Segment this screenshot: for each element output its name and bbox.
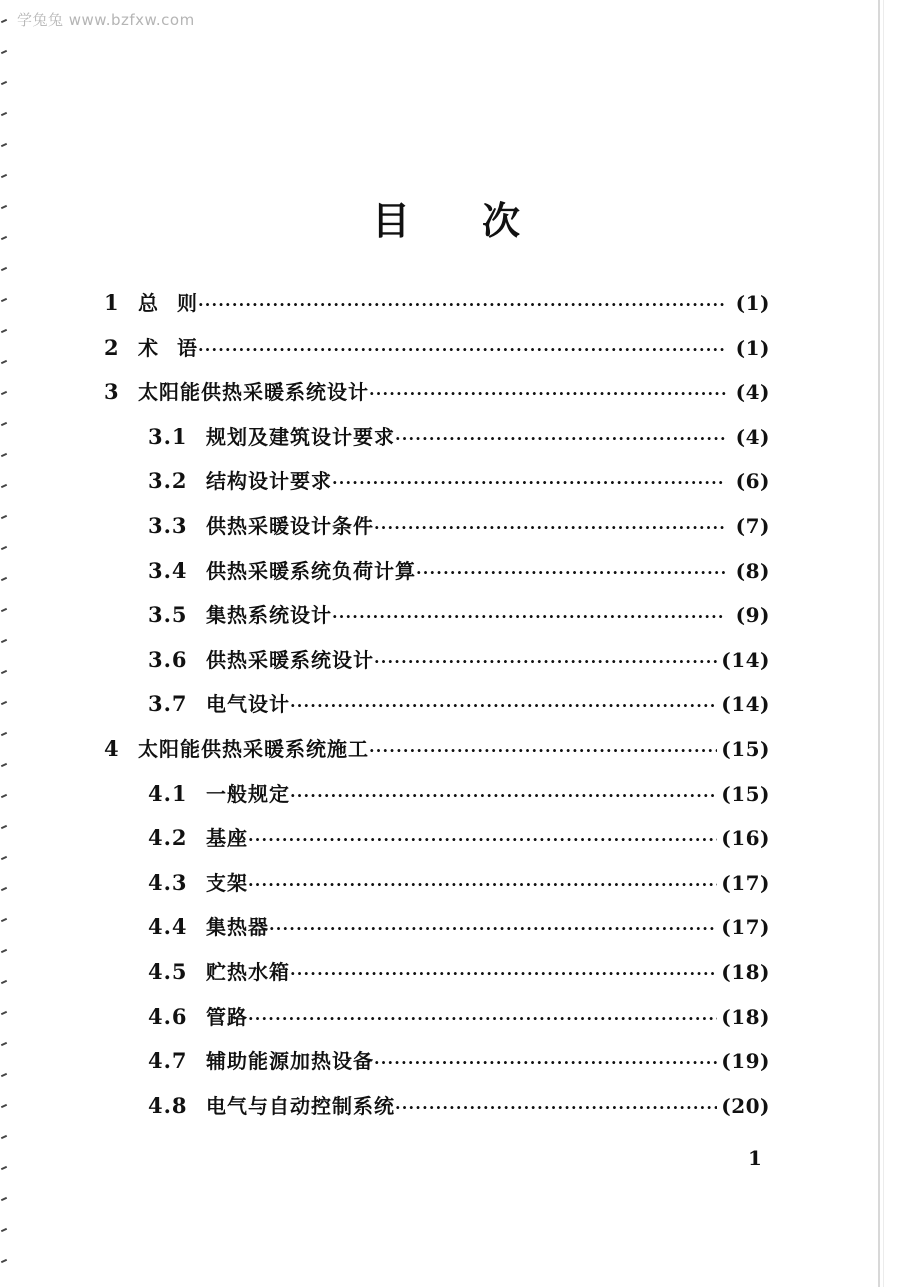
toc-entry-page: (17) [721, 915, 770, 939]
toc-entry [148, 1002, 770, 1032]
toc-entry-page: (17) [721, 871, 770, 895]
binding-mark [1, 143, 7, 147]
binding-mark [1, 701, 7, 705]
toc-entry [148, 600, 770, 630]
toc-entry-number: 4.7 [148, 1048, 188, 1073]
binding-mark [1, 608, 7, 612]
toc-entry-number: 4.8 [148, 1093, 188, 1118]
binding-mark [1, 267, 7, 271]
toc-leader-dots [395, 424, 726, 454]
toc-entry-number: 3.6 [148, 647, 188, 672]
binding-mark [1, 918, 7, 922]
page-edge-shadow [883, 0, 884, 1287]
toc-entry-number: 3.7 [148, 691, 188, 716]
toc-entry [148, 868, 770, 898]
toc-entry-number: 3.5 [148, 602, 188, 627]
binding-mark [1, 1104, 7, 1108]
binding-mark [1, 577, 7, 581]
toc-entry-page: (9) [735, 603, 770, 627]
binding-mark [1, 1197, 7, 1201]
toc-leader-dots [369, 379, 726, 409]
toc-entry-page: (14) [721, 648, 770, 672]
toc-entry [148, 957, 770, 987]
toc-entry-page: (1) [735, 336, 770, 360]
toc-entry-page: (16) [721, 826, 770, 850]
toc-entry [148, 556, 770, 586]
toc-entry [104, 377, 770, 407]
toc-entry [148, 645, 770, 675]
binding-mark [1, 1259, 7, 1263]
toc-entry-page: (14) [721, 692, 770, 716]
toc-entry-number: 4.5 [148, 959, 188, 984]
page-edge-line [878, 0, 880, 1287]
toc-leader-dots [332, 468, 726, 498]
binding-mark [1, 391, 7, 395]
binding-mark [1, 453, 7, 457]
toc-entry-number: 3.1 [148, 424, 188, 449]
toc-leader-dots [395, 1093, 717, 1123]
binding-mark [1, 1166, 7, 1170]
toc-entry-title: 一般规定 [206, 782, 290, 806]
toc-entry-title: 集热器 [206, 915, 269, 939]
toc-entry-number: 4.2 [148, 825, 188, 850]
binding-mark [1, 50, 7, 54]
binding-mark [1, 1228, 7, 1232]
toc-leader-dots [290, 691, 717, 721]
toc-entry-number: 3 [104, 379, 120, 404]
toc-leader-dots [416, 558, 726, 588]
binding-mark [1, 329, 7, 333]
toc-entry-title: 规划及建筑设计要求 [206, 425, 395, 449]
toc-entry-title: 供热采暖设计条件 [206, 514, 374, 538]
toc-entry [148, 823, 770, 853]
toc-leader-dots [374, 647, 717, 677]
watermark: 学兔兔 www.bzfxw.com [17, 11, 195, 29]
toc-entry-number: 3.3 [148, 513, 188, 538]
toc-entry-title: 太阳能供热采暖系统设计 [138, 380, 369, 404]
toc-entry [148, 1046, 770, 1076]
toc-entry-page: (19) [721, 1049, 770, 1073]
toc-entry-page: (6) [735, 469, 770, 493]
toc-leader-dots [290, 959, 717, 989]
toc-entry [104, 288, 770, 318]
toc-entry [148, 912, 770, 942]
binding-mark [1, 1011, 7, 1015]
binding-mark [1, 639, 7, 643]
binding-mark [1, 484, 7, 488]
toc-entry-number: 2 [104, 335, 120, 360]
binding-mark [1, 949, 7, 953]
binding-mark [1, 980, 7, 984]
page-number: 1 [748, 1146, 762, 1170]
toc-entry-title: 术 语 [138, 336, 198, 360]
toc-entry [148, 779, 770, 809]
toc-entry [148, 466, 770, 496]
toc-entry-page: (18) [721, 960, 770, 984]
binding-mark [1, 887, 7, 891]
binding-mark [1, 422, 7, 426]
toc-entry-number: 4.6 [148, 1004, 188, 1029]
binding-mark [1, 205, 7, 209]
toc-leader-dots [198, 290, 726, 320]
toc-entry-title: 管路 [206, 1005, 248, 1029]
toc-entry-number: 3.4 [148, 558, 188, 583]
toc-leader-dots [290, 781, 717, 811]
toc-entry-page: (15) [721, 737, 770, 761]
toc-entry-page: (20) [721, 1094, 770, 1118]
toc-entry-title: 结构设计要求 [206, 469, 332, 493]
binding-mark [1, 546, 7, 550]
toc-leader-dots [248, 1004, 717, 1034]
toc-entry-title: 基座 [206, 826, 248, 850]
toc-entry-page: (1) [735, 291, 770, 315]
toc-entry-number: 4.3 [148, 870, 188, 895]
toc-leader-dots [374, 1048, 717, 1078]
toc-leader-dots [332, 602, 726, 632]
toc-entry-number: 4 [104, 736, 120, 761]
toc-entry [104, 333, 770, 363]
binding-marks [0, 0, 12, 1287]
binding-mark [1, 670, 7, 674]
toc-entry-title: 供热采暖系统设计 [206, 648, 374, 672]
toc-entry-page: (15) [721, 782, 770, 806]
binding-mark [1, 174, 7, 178]
binding-mark [1, 19, 7, 23]
toc-entry-title: 电气与自动控制系统 [206, 1094, 395, 1118]
toc-entry-number: 3.2 [148, 468, 188, 493]
toc-entry-title: 电气设计 [206, 692, 290, 716]
toc-leader-dots [248, 870, 717, 900]
binding-mark [1, 360, 7, 364]
toc-entry-title: 贮热水箱 [206, 960, 290, 984]
toc-leader-dots [248, 825, 717, 855]
binding-mark [1, 856, 7, 860]
binding-mark [1, 298, 7, 302]
toc-entry-page: (7) [735, 514, 770, 538]
toc-leader-dots [374, 513, 726, 543]
toc-entry-page: (18) [721, 1005, 770, 1029]
toc-entry-title: 集热系统设计 [206, 603, 332, 627]
binding-mark [1, 825, 7, 829]
binding-mark [1, 112, 7, 116]
toc-entry [148, 511, 770, 541]
toc-entry-title: 支架 [206, 871, 248, 895]
toc-entry-page: (4) [735, 425, 770, 449]
binding-mark [1, 515, 7, 519]
toc-entry-title: 辅助能源加热设备 [206, 1049, 374, 1073]
toc-leader-dots [198, 335, 726, 365]
binding-mark [1, 794, 7, 798]
page-title: 目次 [372, 199, 593, 243]
toc-entry-page: (4) [735, 380, 770, 404]
binding-mark [1, 1135, 7, 1139]
toc-entry [148, 422, 770, 452]
toc-entry-number: 4.4 [148, 914, 188, 939]
toc-leader-dots [369, 736, 717, 766]
toc-entry-page: (8) [735, 559, 770, 583]
toc-entry-title: 太阳能供热采暖系统施工 [138, 737, 369, 761]
binding-mark [1, 763, 7, 767]
toc-entry-title: 总 则 [138, 291, 198, 315]
toc-entry-title: 供热采暖系统负荷计算 [206, 559, 416, 583]
binding-mark [1, 1042, 7, 1046]
toc-entry-number: 4.1 [148, 781, 188, 806]
toc-entry-number: 1 [104, 290, 120, 315]
binding-mark [1, 1073, 7, 1077]
binding-mark [1, 81, 7, 85]
toc-entry [148, 689, 770, 719]
toc-leader-dots [269, 914, 717, 944]
toc-entry [148, 1091, 770, 1121]
binding-mark [1, 732, 7, 736]
toc-entry [104, 734, 770, 764]
binding-mark [1, 236, 7, 240]
